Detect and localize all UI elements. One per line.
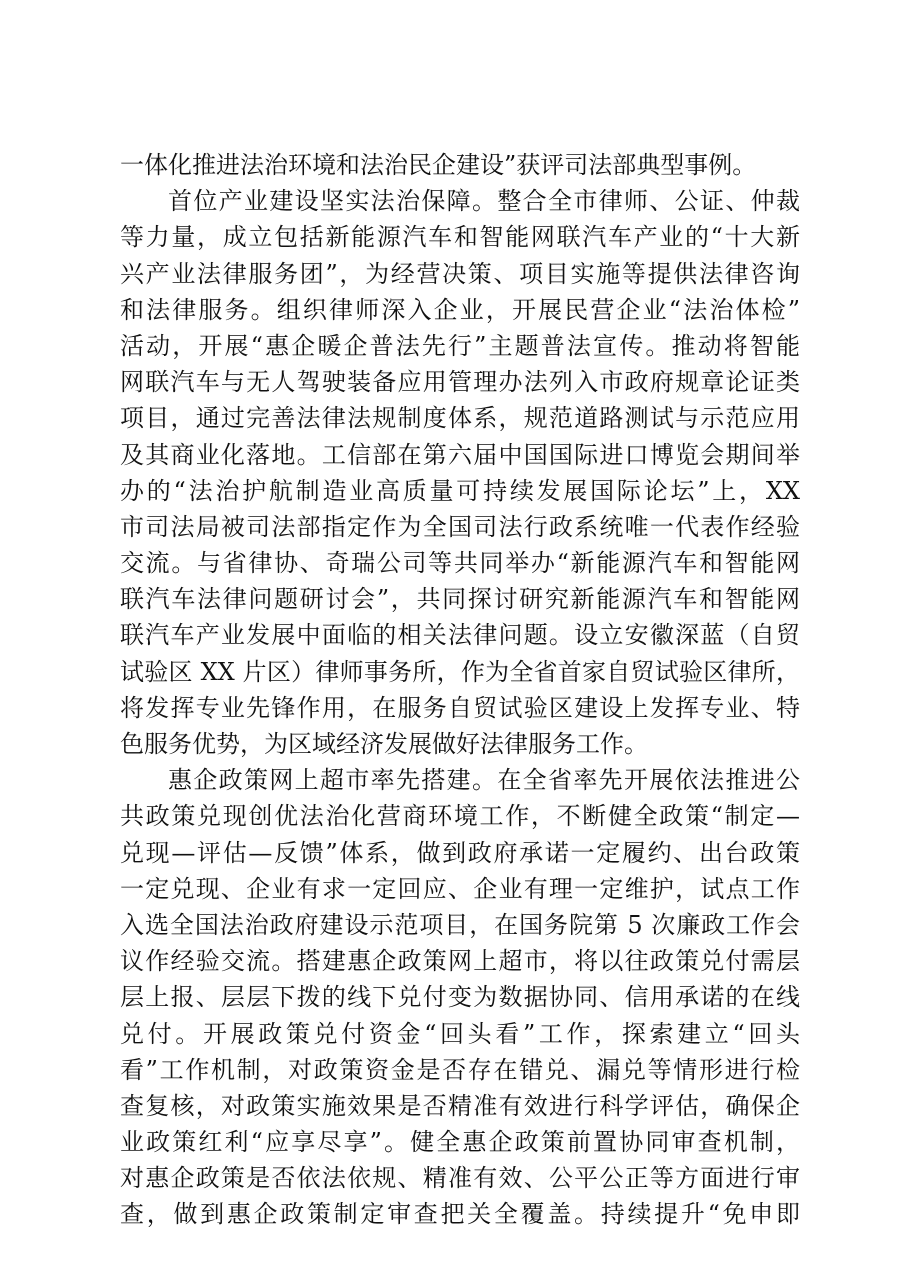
text-line: 将发挥专业先锋作用，在服务自贸试验区建设上发挥专业、特 [120, 693, 800, 722]
text-line: 项目，通过完善法律法规制度体系，规范道路测试与示范应用 [120, 404, 800, 433]
text-line: 入选全国法治政府建设示范项目，在国务院第 5 次廉政工作会 [120, 910, 800, 939]
text-line: 兑现—评估—反馈”体系，做到政府承诺一定履约、出台政策 [120, 838, 800, 867]
text-line: 查复核，对政策实施效果是否精准有效进行科学评估，确保企 [120, 1091, 800, 1120]
text-line: 首位产业建设坚实法治保障。整合全市律师、公证、仲裁 [168, 187, 800, 216]
text-line: 等力量，成立包括新能源汽车和智能网联汽车产业的“十大新 [120, 223, 800, 252]
text-line: 共政策兑现创优法治化营商环境工作，不断健全政策“制定— [120, 802, 800, 831]
text-line: 及其商业化落地。工信部在第六届中国国际进口博览会期间举 [120, 440, 800, 469]
text-line: 一定兑现、企业有求一定回应、企业有理一定维护，试点工作 [120, 874, 800, 903]
text-line: 兑付。开展政策兑付资金“回头看”工作，探索建立“回头 [120, 1019, 800, 1048]
text-line: 业政策红利“应享尽享”。健全惠企政策前置协同审查机制， [120, 1128, 800, 1157]
text-line: 试验区 XX 片区）律师事务所，作为全省首家自贸试验区律所， [120, 657, 800, 686]
paragraph [120, 147, 800, 183]
paragraph [120, 183, 800, 762]
text-line: 活动，开展“惠企暖企普法先行”主题普法宣传。推动将智能 [120, 331, 800, 360]
text-line: 联汽车产业发展中面临的相关法律问题。设立安徽深蓝（自贸 [120, 621, 800, 650]
paragraph [120, 762, 800, 1232]
text-line: 联汽车法律问题研讨会”，共同探讨研究新能源汽车和智能网 [120, 585, 800, 614]
text-line: 层上报、层层下拨的线下兑付变为数据协同、信用承诺的在线 [120, 983, 800, 1012]
text-line: 查，做到惠企政策制定审查把关全覆盖。持续提升“免申即 [120, 1200, 800, 1229]
text-line: 对惠企政策是否依法依规、精准有效、公平公正等方面进行审 [120, 1164, 800, 1193]
text-line: 交流。与省律协、奇瑞公司等共同举办“新能源汽车和智能网 [120, 549, 800, 578]
text-line: 惠企政策网上超市率先搭建。在全省率先开展依法推进公 [168, 766, 800, 795]
text-line: 和法律服务。组织律师深入企业，开展民营企业“法治体检” [120, 295, 800, 324]
text-line: 网联汽车与无人驾驶装备应用管理办法列入市政府规章论证类 [120, 368, 800, 397]
text-line: 色服务优势，为区域经济发展做好法律服务工作。 [120, 730, 648, 758]
text-line: 办的“法治护航制造业高质量可持续发展国际论坛”上，XX [120, 476, 800, 505]
text-line: 议作经验交流。搭建惠企政策网上超市，将以往政策兑付需层 [120, 947, 800, 976]
text-line: 看”工作机制，对政策资金是否存在错兑、漏兑等情形进行检 [120, 1055, 800, 1084]
text-line: 兴产业法律服务团”，为经营决策、项目实施等提供法律咨询 [120, 259, 800, 288]
document-body [120, 147, 800, 1233]
text-line: 一体化推进法治环境和法治民企建设”获评司法部典型事例。 [120, 151, 757, 179]
text-line: 市司法局被司法部指定作为全国司法行政系统唯一代表作经验 [120, 512, 800, 541]
